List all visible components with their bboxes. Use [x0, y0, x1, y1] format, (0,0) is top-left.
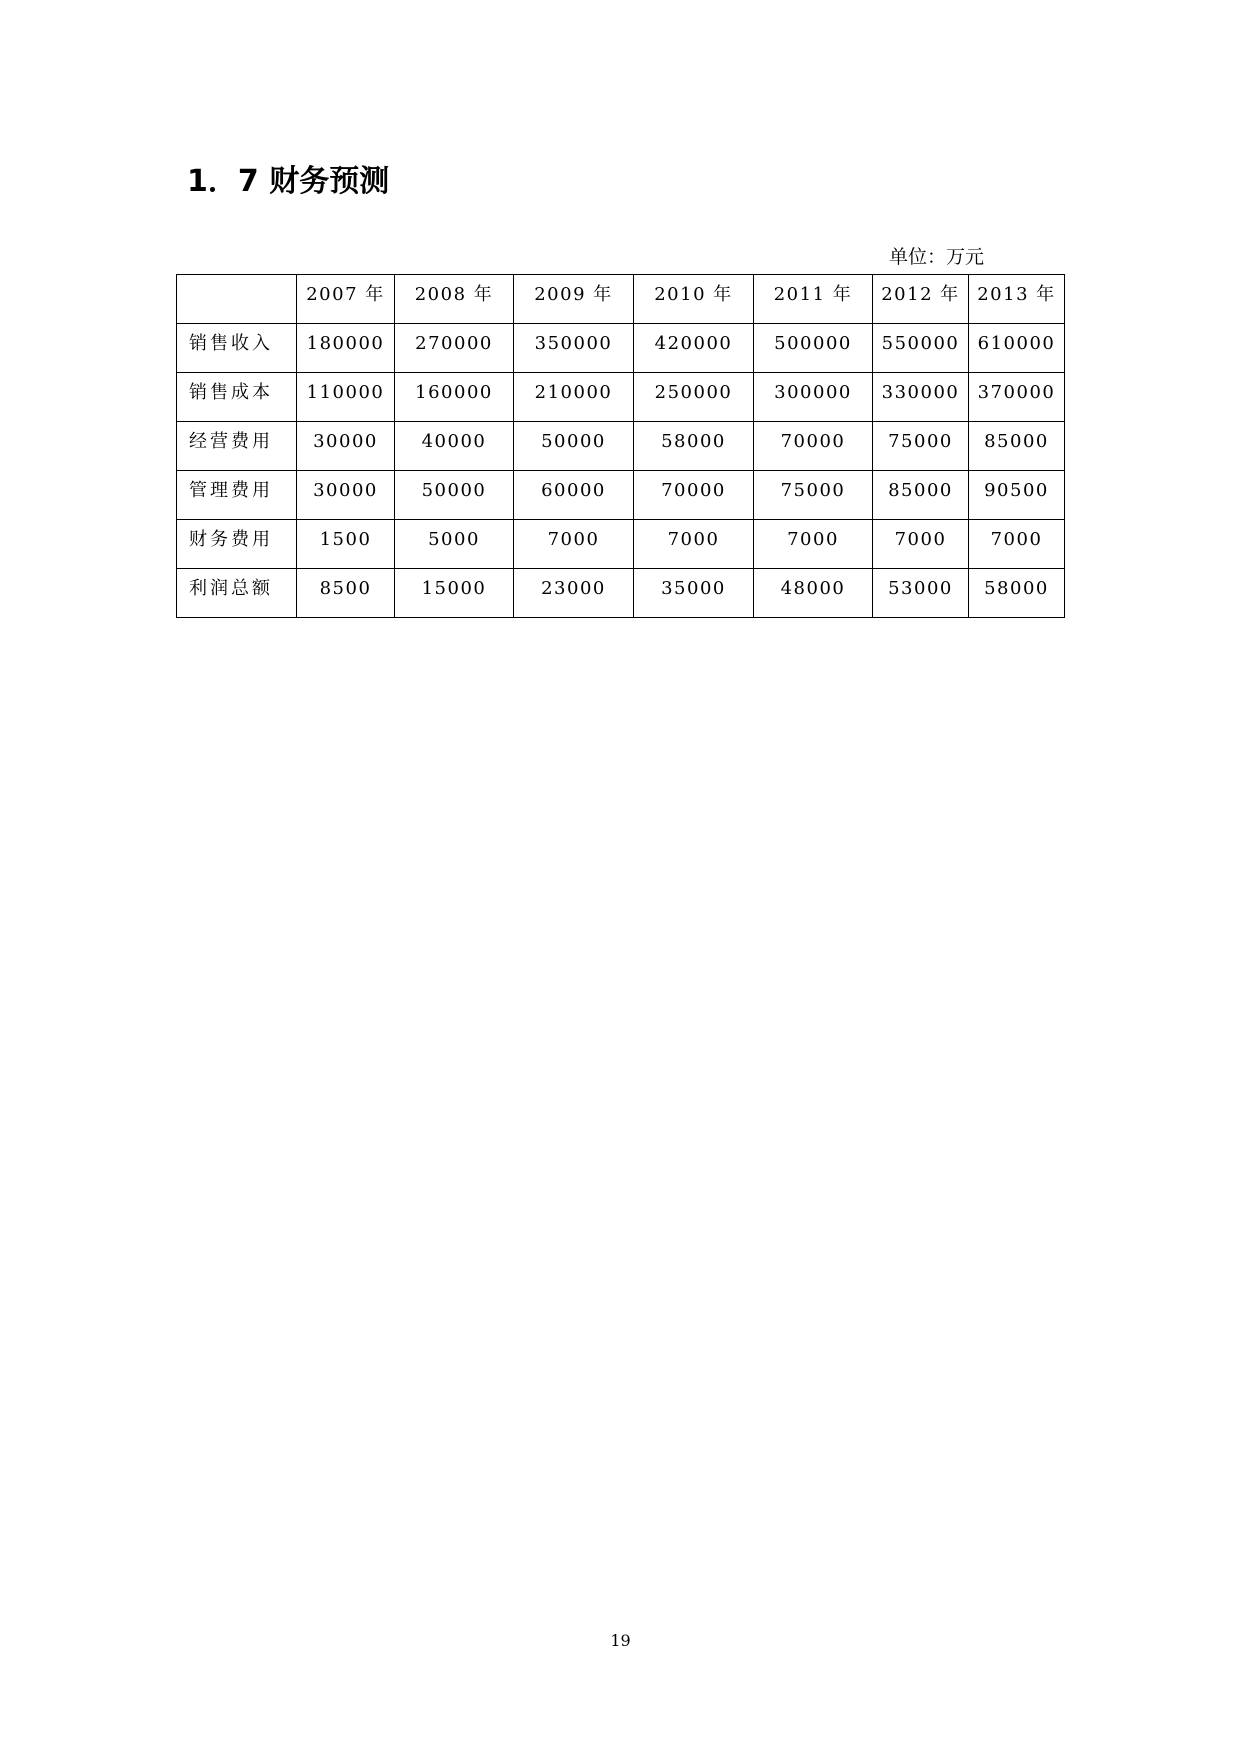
- row-label: 利润总额: [177, 569, 297, 618]
- table-row: [177, 324, 1065, 373]
- table-cell: 7000: [873, 520, 969, 569]
- table-cell: 7000: [969, 520, 1065, 569]
- table-cell: 75000: [754, 471, 873, 520]
- table-row: [177, 569, 1065, 618]
- unit-note: 单位：万元: [888, 246, 984, 268]
- table-cell: 5000: [395, 520, 514, 569]
- year-header: 2008 年: [395, 275, 514, 324]
- table-cell: 40000: [395, 422, 514, 471]
- year-header: 2011 年: [754, 275, 873, 324]
- table-row: [177, 520, 1065, 569]
- table-cell: 58000: [969, 569, 1065, 618]
- table-cell: 300000: [754, 373, 873, 422]
- row-label: 销售成本: [177, 373, 297, 422]
- section-heading: 1．7 财务预测: [187, 164, 390, 199]
- table-cell: 330000: [873, 373, 969, 422]
- table-cell: 70000: [754, 422, 873, 471]
- table-cell: 8500: [297, 569, 395, 618]
- table-cell: 500000: [754, 324, 873, 373]
- table-cell: 550000: [873, 324, 969, 373]
- table-cell: 270000: [395, 324, 514, 373]
- table-cell: 53000: [873, 569, 969, 618]
- year-header: 2009 年: [514, 275, 634, 324]
- table-cell: 350000: [514, 324, 634, 373]
- table-cell: 60000: [514, 471, 634, 520]
- table-cell: 85000: [873, 471, 969, 520]
- table-cell: 1500: [297, 520, 395, 569]
- table-cell: 30000: [297, 471, 395, 520]
- table-cell: 50000: [514, 422, 634, 471]
- table-cell: 90500: [969, 471, 1065, 520]
- table-cell: 7000: [634, 520, 754, 569]
- table-cell: 50000: [395, 471, 514, 520]
- table-cell: 7000: [754, 520, 873, 569]
- year-header: 2013 年: [969, 275, 1065, 324]
- row-label: 财务费用: [177, 520, 297, 569]
- table-cell: 75000: [873, 422, 969, 471]
- table-cell: 70000: [634, 471, 754, 520]
- table-cell: 85000: [969, 422, 1065, 471]
- row-label: 销售收入: [177, 324, 297, 373]
- row-label: 管理费用: [177, 471, 297, 520]
- table-cell: 160000: [395, 373, 514, 422]
- table-row: [177, 373, 1065, 422]
- year-header: 2007 年: [297, 275, 395, 324]
- table-cell: 7000: [514, 520, 634, 569]
- table-cell: 58000: [634, 422, 754, 471]
- table-header-row: [177, 275, 1065, 324]
- table-cell: 15000: [395, 569, 514, 618]
- table-cell: 23000: [514, 569, 634, 618]
- table-cell: 210000: [514, 373, 634, 422]
- year-header: 2012 年: [873, 275, 969, 324]
- table-cell: 420000: [634, 324, 754, 373]
- table-cell: 610000: [969, 324, 1065, 373]
- table-cell: 110000: [297, 373, 395, 422]
- table-row: [177, 471, 1065, 520]
- financial-forecast-table: [176, 274, 1065, 618]
- table-cell: 250000: [634, 373, 754, 422]
- page-number: 19: [610, 1631, 631, 1650]
- table-corner-cell: [177, 275, 297, 324]
- table-cell: 48000: [754, 569, 873, 618]
- year-header: 2010 年: [634, 275, 754, 324]
- table-cell: 370000: [969, 373, 1065, 422]
- table-row: [177, 422, 1065, 471]
- table-cell: 35000: [634, 569, 754, 618]
- table-cell: 30000: [297, 422, 395, 471]
- row-label: 经营费用: [177, 422, 297, 471]
- table-cell: 180000: [297, 324, 395, 373]
